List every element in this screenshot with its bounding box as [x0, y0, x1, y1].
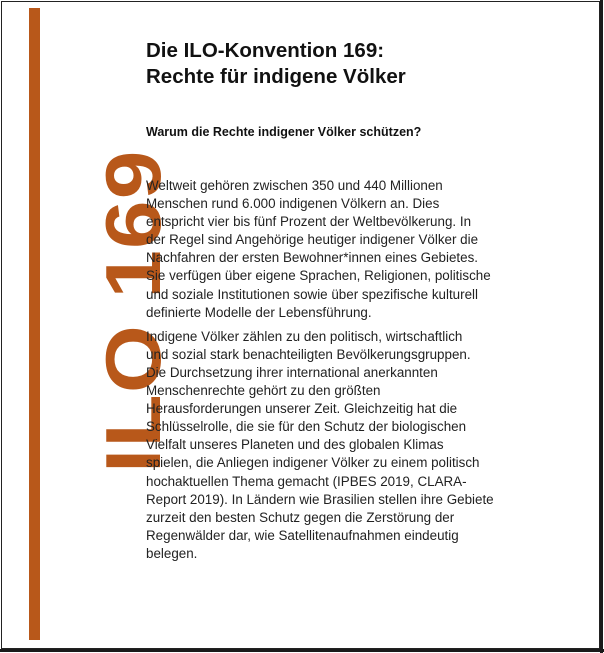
text-line: Nachfahren der ersten Bewohner*innen eines Gebietes.: [146, 250, 479, 266]
text-line: Herausforderungen unserer Zeit. Gleichzeitig hat die: [146, 401, 458, 417]
text-line: Schlüsselrolle, die sie für den Schutz der biologischen: [146, 419, 467, 435]
section-subtitle: Warum die Rechte indigener Völker schützen?: [146, 125, 422, 139]
page-title: [146, 38, 566, 90]
text-line: der Regel sind Angehörige heutiger indigener Völker die: [146, 232, 479, 248]
text-line: Sie verfügen über eigene Sprachen, Religionen, politische: [146, 268, 491, 284]
text-line: und sozial stark benachteiligten Bevölkerungsgruppen.: [146, 346, 471, 362]
text-line: belegen.: [146, 545, 198, 561]
text-line: Menschenrechte gehört zu den größten: [146, 383, 381, 399]
text-line: entspricht vier bis fünf Prozent der Weltbevölkerung. In: [146, 214, 472, 230]
text-line: Weltweit gehören zwischen 350 und 440 Millionen: [146, 178, 443, 193]
paragraph-1: [146, 177, 586, 322]
text-line: Menschen rund 6.000 indigenen Völkern an. Dies: [146, 196, 440, 212]
text-line: und soziale Institutionen sowie über spezifische kulturell: [146, 286, 478, 302]
side-label: [28, 113, 177, 473]
text-line: Die Durchsetzung ihrer international anerkannten: [146, 364, 438, 380]
paragraph-2: [146, 328, 586, 563]
text-line: definierte Modelle der Lebensführung.: [146, 304, 372, 320]
title-line-2: Rechte für indigene Völker: [146, 65, 406, 88]
text-line: hochaktuellen Thema gemacht (IPBES 2019, CLARA-: [146, 473, 467, 489]
title-line-1: Die ILO-Konvention 169:: [146, 39, 385, 62]
frame-shadow-bottom: [0, 649, 604, 652]
frame-shadow-right: [600, 0, 603, 653]
side-label-text: ILO 169: [89, 149, 177, 473]
text-line: zurzeit den besten Schutz gegen die Zerstörung der: [146, 509, 455, 525]
text-line: Report 2019). In Ländern wie Brasilien stellen ihre Gebiete: [146, 491, 494, 507]
text-line: Indigene Völker zählen zu den politisch, wirtschaftlich: [146, 328, 463, 344]
body-text: [146, 177, 586, 563]
text-line: Regenwälder dar, wie Satellitenaufnahmen eindeutig: [146, 527, 459, 543]
text-line: spielen, die Anliegen indigener Völker zu einem politisch: [146, 455, 480, 471]
text-line: Vielfalt unseres Planeten und des globalen Klimas: [146, 437, 444, 453]
